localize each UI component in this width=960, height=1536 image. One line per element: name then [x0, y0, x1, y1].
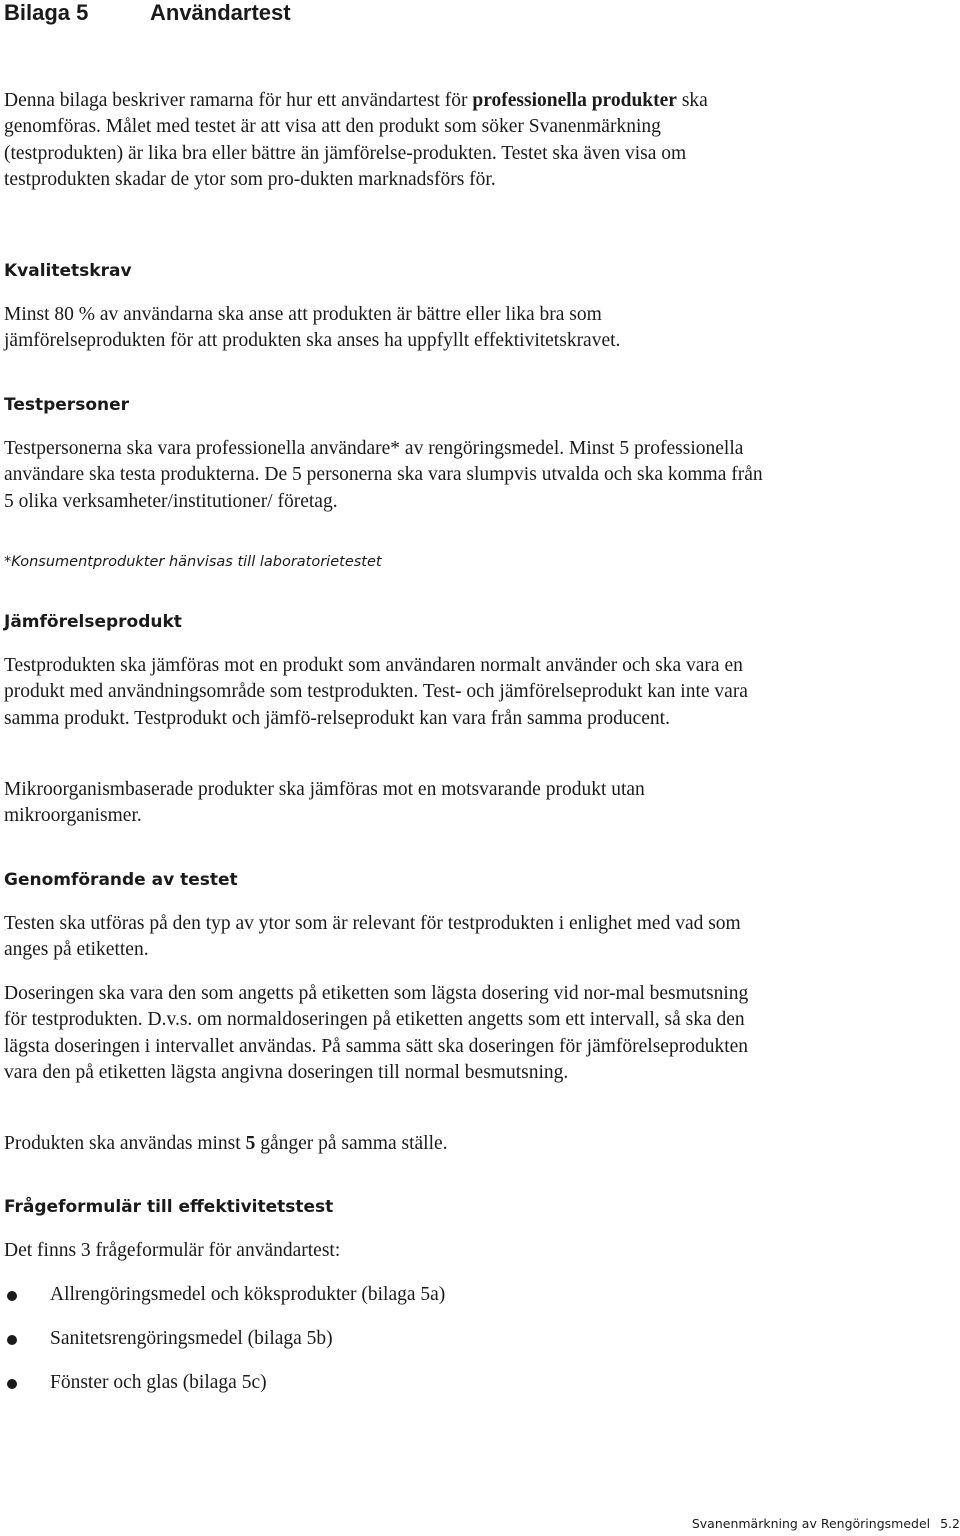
genomforande-paragraph-3: Produkten ska användas minst 5 gånger på samma ställe. [4, 1133, 448, 1154]
kvalitetskrav-paragraph: Minst 80 % av användarna ska anse att produkten är bättre eller lika bra som jämförelseprodukten för att produkten ska anses ha uppfyllt effektivitetskravet. [4, 304, 621, 352]
section-heading-jamforelseprodukt: Jämförelseprodukt [4, 612, 182, 632]
genomforande-paragraph-2: Doseringen ska vara den som angetts på etiketten som lägsta dosering vid nor-mal besmutsning för testprodukten. D.v.s. om normaldoseringen på etiketten angetts som ett intervall, så ska den lägsta doseringen i intervallet användas. På samma sätt ska doseringen för jämförelseprodukten vara den på etiketten lägsta angivna doseringen till normal besmutsning. [4, 983, 749, 1084]
footer-publication: Svanenmärkning av Rengöringsmedel [691, 1516, 931, 1531]
page-number: 5.2 [940, 1516, 960, 1531]
bullet-icon [7, 1335, 17, 1345]
list-item: Fönster och glas (bilaga 5c) [4, 1370, 764, 1414]
testpersoner-paragraph: Testpersonerna ska vara professionella användare* av rengöringsmedel. Minst 5 professionella användare ska testa produkterna. De 5 personerna ska vara slumpvis utvalda och ska komma från 5 olika verksamheter/institutioner/ företag. [4, 438, 763, 512]
appendix-number: Bilaga 5 [4, 0, 89, 25]
jamforelseprodukt-paragraph-1: Testprodukten ska jämföras mot en produkt som användaren normalt använder och ska vara en produkt med användningsområde som testprodukten. Test- och jämförelseprodukt kan inte vara samma produkt. Testprodukt och jämfö-relseprodukt kan vara från samma producent. [4, 655, 748, 729]
page-title [4, 0, 291, 26]
genomforande-paragraph-1: Testen ska utföras på den typ av ytor som är relevant för testprodukten i enlighet med vad som anges på etiketten. [4, 913, 741, 961]
footnote: *Konsumentprodukter hänvisas till laboratorietestet [4, 554, 382, 570]
list-item: Sanitetsrengöringsmedel (bilaga 5b) [4, 1326, 764, 1370]
frageformular-intro: Det finns 3 frågeformulär för användartest: [4, 1240, 341, 1261]
questionnaire-list [4, 1282, 764, 1414]
bullet-icon [7, 1379, 17, 1389]
list-item: Allrengöringsmedel och köksprodukter (bilaga 5a) [4, 1282, 764, 1326]
intro-emphasis: professionella produkter [472, 90, 677, 111]
section-heading-frageformular: Frågeformulär till effektivitetstest [4, 1197, 334, 1217]
jamforelseprodukt-paragraph-2: Mikroorganismbaserade produkter ska jämföras mot en motsvarande produkt utan mikroorganismer. [4, 779, 645, 827]
appendix-title: Användartest [150, 0, 291, 25]
intro-paragraph: Denna bilaga beskriver ramarna för hur ett användartest för professionella produkter ska genomföras. Målet med testet är att visa att den produkt som söker Svanenmärkning (testprodukten) är lika bra eller bättre än jämförelse-produkten. Testet ska även visa om testprodukten skadar de ytor som pro-dukten marknadsförs för. [4, 90, 708, 191]
bullet-icon [7, 1291, 17, 1301]
repetition-count: 5 [245, 1133, 256, 1154]
section-heading-testpersoner: Testpersoner [4, 395, 130, 415]
section-heading-genomforande: Genomförande av testet [4, 870, 238, 890]
page-footer [692, 1516, 960, 1532]
section-heading-kvalitetskrav: Kvalitetskrav [4, 261, 132, 281]
